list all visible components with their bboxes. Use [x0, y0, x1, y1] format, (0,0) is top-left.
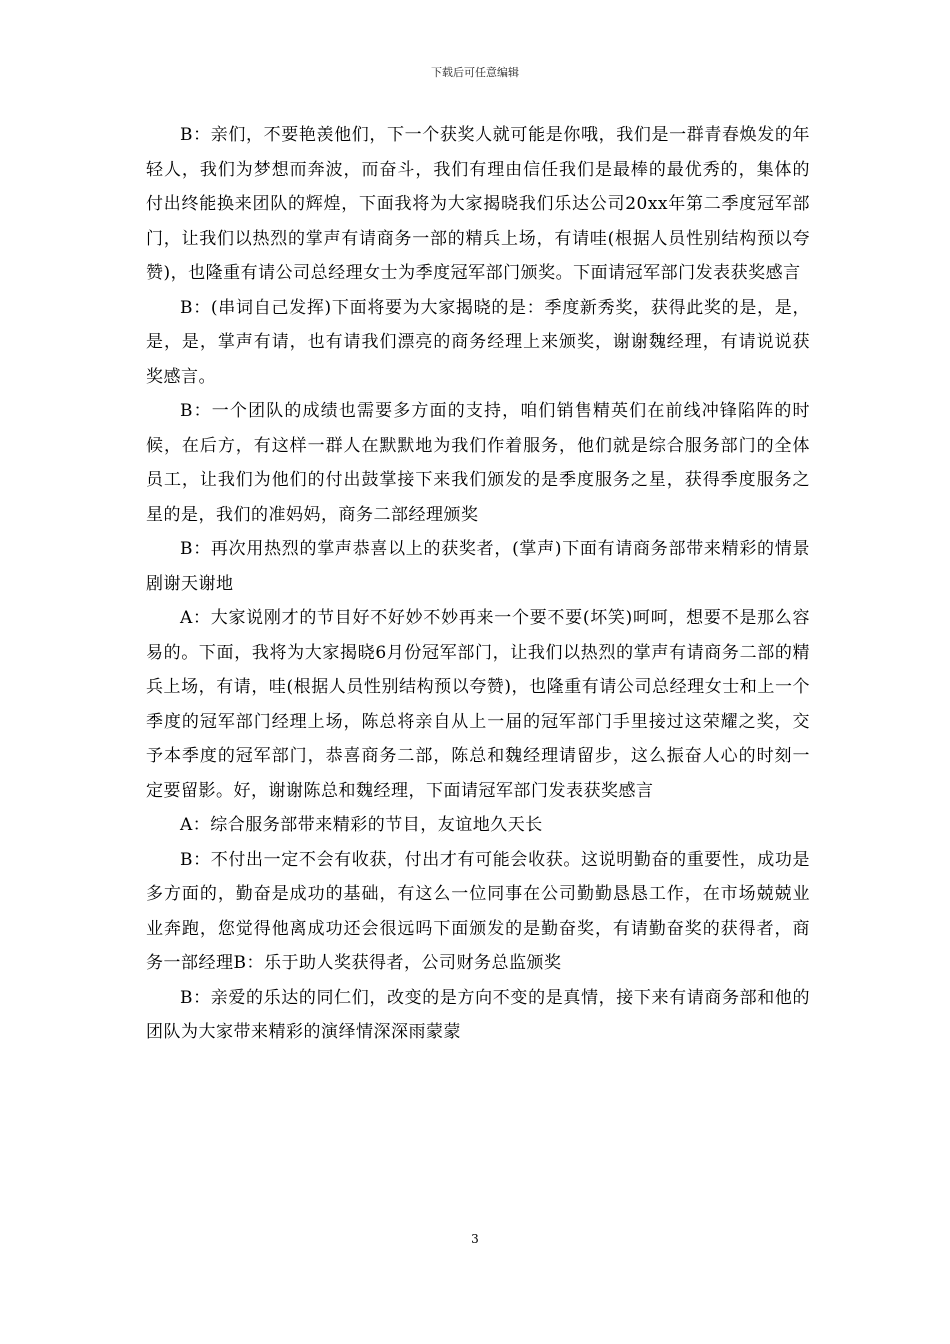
document-body — [146, 118, 810, 1050]
paragraph: B：再次用热烈的掌声恭喜以上的获奖者，(掌声)下面有请商务部带来精彩的情景剧谢天谢地 — [146, 539, 810, 594]
page-header: 下载后可任意编辑 — [431, 66, 519, 79]
paragraph: A：综合服务部带来精彩的节目，友谊地久天长 — [180, 815, 543, 835]
paragraph: B：亲们，不要艳羡他们，下一个获奖人就可能是你哦，我们是一群青春焕发的年轻人，我们为梦想而奔波，而奋斗，我们有理由信任我们是最棒的最优秀的，集体的付出终能换来团队的辉煌，下面我将为大家揭晓我们乐达公司20xx年第二季度冠军部门，让我们以热烈的掌声有请商务一部的精兵上场，有请哇(根据人员性别结构预以夸赞)，也隆重有请公司总经理女士为季度冠军部门颁奖。下面请冠军部门发表获奖感言 — [146, 125, 810, 283]
paragraph: A：大家说刚才的节目好不好妙不妙再来一个要不要(坏笑)呵呵，想要不是那么容易的。下面，我将为大家揭晓6月份冠军部门，让我们以热烈的掌声有请商务二部的精兵上场，有请，哇(根据人员性别结构预以夸赞)，也隆重有请公司总经理女士和上一个季度的冠军部门经理上场，陈总将亲自从上一届的冠军部门手里接过这荣耀之奖，交予本季度的冠军部门，恭喜商务二部，陈总和魏经理请留步，这么振奋人心的时刻一定要留影。好，谢谢陈总和魏经理，下面请冠军部门发表获奖感言 — [146, 608, 810, 801]
paragraph: B：一个团队的成绩也需要多方面的支持，咱们销售精英们在前线冲锋陷阵的时候，在后方，有这样一群人在默默地为我们作着服务，他们就是综合服务部门的全体员工，让我们为他们的付出鼓掌接下来我们颁发的是季度服务之星，获得季度服务之星的是，我们的准妈妈，商务二部经理颁奖 — [146, 401, 810, 525]
page-number: 3 — [471, 1232, 479, 1246]
paragraph: B：亲爱的乐达的同仁们，改变的是方向不变的是真情，接下来有请商务部和他的团队为大家带来精彩的演绎情深深雨蒙蒙 — [146, 987, 810, 1042]
paragraph: B：不付出一定不会有收获，付出才有可能会收获。这说明勤奋的重要性，成功是多方面的，勤奋是成功的基础，有这么一位同事在公司勤勤恳恳工作，在市场兢兢业业奔跑，您觉得他离成功还会很远吗下面颁发的是勤奋奖，有请勤奋奖的获得者，商务一部经理B：乐于助人奖获得者，公司财务总监颁奖 — [146, 849, 810, 973]
paragraph: B：(串词自己发挥)下面将要为大家揭晓的是：季度新秀奖，获得此奖的是，是，是，是，掌声有请，也有请我们漂亮的商务经理上来颁奖，谢谢魏经理，有请说说获奖感言。 — [146, 297, 810, 387]
